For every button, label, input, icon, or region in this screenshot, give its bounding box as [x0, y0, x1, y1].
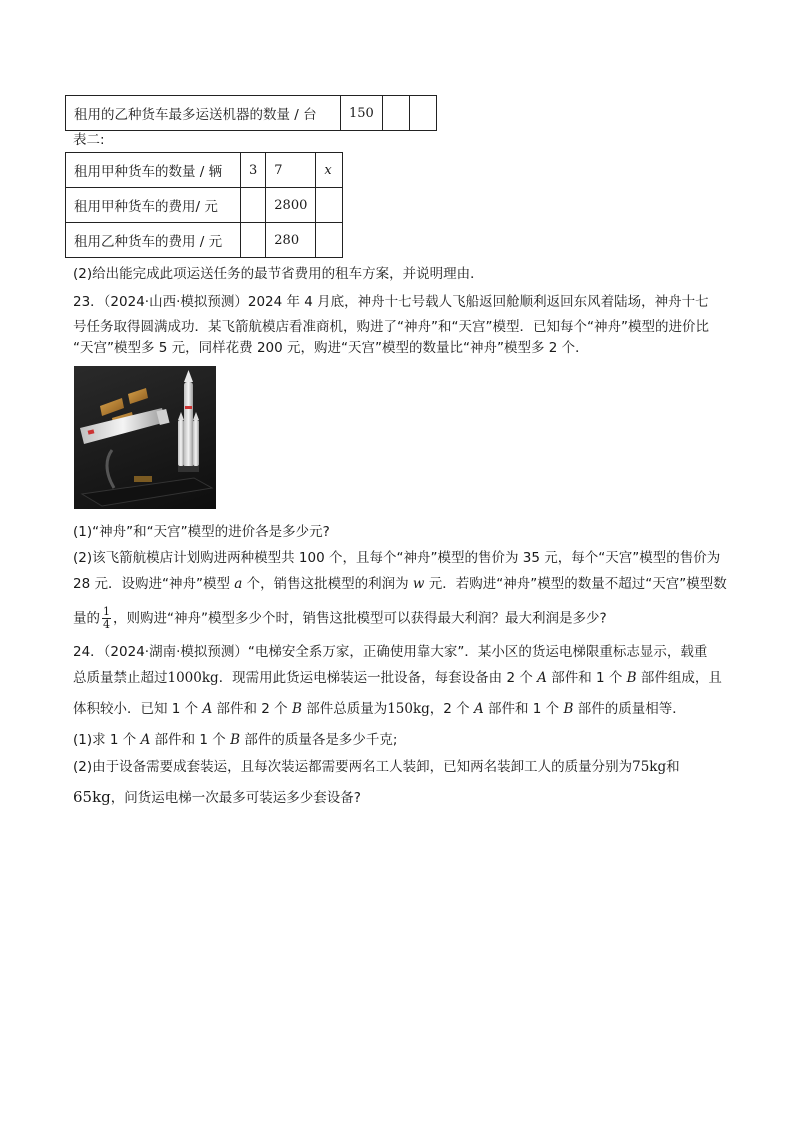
variable-B: B — [626, 670, 637, 686]
text-span: 部件和 1 个 — [150, 732, 231, 748]
text-span: ，2 个 — [429, 701, 474, 717]
text-span: 部件和 1 个 — [483, 701, 564, 717]
mass-value: 1000kg — [167, 670, 219, 686]
variable-A: A — [140, 732, 151, 748]
q24-line3 — [73, 700, 686, 718]
table-cell — [241, 188, 266, 223]
table-row — [66, 223, 343, 258]
text-span: 个，销售这批模型的利润为 — [242, 576, 413, 592]
text-span: 部件的质量相等． — [573, 701, 686, 717]
table-row-label: 租用甲种货车的数量 / 辆 — [66, 153, 241, 188]
text-span: ，则购进“神舟”模型多少个时，销售这批模型可以获得最大利润？最大利润是多少? — [113, 610, 607, 627]
table-cell: 3 — [241, 153, 266, 188]
text-span: ，问货运电梯一次最多可装运多少套设备? — [110, 790, 361, 806]
text-span: 28 元．设购进“神舟”模型 — [73, 576, 235, 592]
table-row — [66, 96, 437, 131]
text-span: 总质量禁止超过 — [73, 670, 168, 686]
q23-line1: 23．（2024·山西·模拟预测）2024 年 4 月底，神舟十七号载人飞船返回舱顺利返回东风着陆场，神舟十七 — [73, 294, 709, 310]
table-cell — [241, 223, 266, 258]
variable-B: B — [563, 701, 574, 717]
text-span: 和 — [666, 759, 680, 775]
q22-part2: (2)给出能完成此项运送任务的最节省费用的租车方案，并说明理由． — [73, 266, 484, 282]
table-row — [66, 188, 343, 223]
variable-A: A — [537, 670, 547, 686]
table-cell: 2800 — [266, 188, 316, 223]
table-row-label: 租用乙种货车的费用 / 元 — [66, 223, 241, 258]
text-span: 部件组成，且 — [636, 670, 722, 686]
q23-part2-line1: (2)该飞箭航模店计划购进两种模型共 100 个，且每个“神舟”模型的售价为 35 元，每个“天宫”模型的售价为 — [73, 550, 721, 566]
table-row-label: 租用甲种货车的费用/ 元 — [66, 188, 241, 223]
q24-part2-line1 — [73, 758, 680, 776]
q23-line2: 号任务取得圆满成功．某飞箭航模店看准商机，购进了“神舟”和“天宫”模型．已知每个“神舟”模型的进价比 — [73, 319, 709, 335]
variable-B: B — [291, 701, 302, 717]
table-1 — [65, 95, 437, 131]
q24-part1 — [73, 731, 397, 749]
text-span: 量的 — [73, 610, 100, 627]
spacecraft-model-photo — [74, 366, 216, 509]
variable-w: w — [412, 576, 425, 592]
text-span: 体积较小．已知 1 个 — [73, 701, 203, 717]
text-span: 部件和 2 个 — [212, 701, 292, 717]
variable-B: B — [230, 732, 241, 748]
q23-line3: “天宫”模型多 5 元，同样花费 200 元，购进“天宫”模型的数量比“神舟”模型多 2 个． — [73, 340, 589, 356]
mass-value: 65kg — [73, 788, 111, 806]
text-span: ．现需用此货运电梯装运一批设备，每套设备由 2 个 — [218, 670, 538, 686]
text-span: 部件的质量各是多少千克; — [240, 732, 398, 748]
table-cell: 150 — [341, 96, 383, 131]
variable-a: a — [234, 576, 243, 592]
fraction-numerator: 1 — [103, 605, 110, 618]
mass-value: 150kg — [387, 701, 430, 717]
table-cell — [409, 96, 436, 131]
fraction-one-quarter — [102, 606, 111, 631]
table-cell — [316, 188, 343, 223]
table-row — [66, 153, 343, 188]
text-span: (1)求 1 个 — [73, 732, 141, 748]
table-2-caption: 表二: — [73, 132, 105, 148]
table-cell — [382, 96, 409, 131]
mass-value: 75kg — [632, 759, 667, 775]
text-span: 元．若购进“神舟”模型的数量不超过“天宫”模型数 — [424, 576, 727, 592]
variable-A: A — [202, 701, 213, 717]
q24-line1: 24．（2024·湖南·模拟预测）“电梯安全系万家，正确使用靠大家”．某小区的货运电梯限重标志显示，载重 — [73, 644, 708, 660]
table-cell: x — [316, 153, 343, 188]
q23-part1: (1)“神舟”和“天宫”模型的进价各是多少元? — [73, 524, 330, 540]
table-cell: 280 — [266, 223, 316, 258]
text-span: 部件总质量为 — [301, 701, 388, 717]
fraction-denominator: 4 — [103, 618, 110, 631]
q23-part2-line2 — [73, 575, 727, 593]
table-cell — [316, 223, 343, 258]
text-span: 部件和 1 个 — [546, 670, 627, 686]
table-2 — [65, 152, 343, 258]
table-row-label: 租用的乙种货车最多运送机器的数量 / 台 — [66, 96, 341, 131]
table-cell: 7 — [266, 153, 316, 188]
q23-part2-line3 — [73, 606, 607, 631]
q24-part2-line2 — [73, 788, 361, 807]
text-span: (2)由于设备需要成套装运，且每次装运都需要两名工人装卸，已知两名装卸工人的质量分别为 — [73, 759, 633, 775]
variable-A: A — [473, 701, 484, 717]
q24-line2 — [73, 669, 722, 687]
